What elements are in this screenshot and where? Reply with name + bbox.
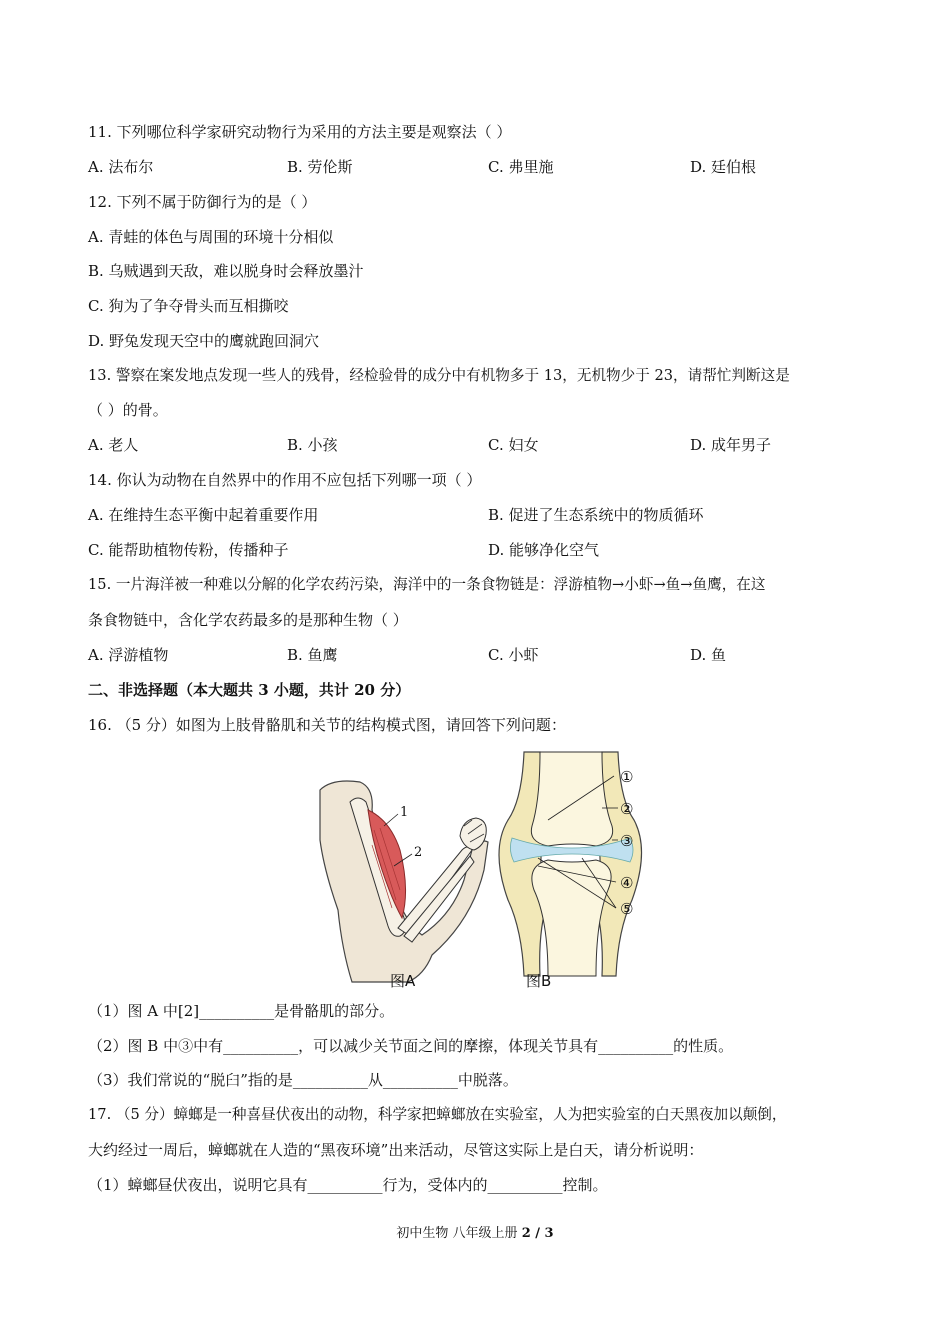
q11-option-c: C. 弗里施 (488, 158, 554, 176)
q15-stem-line2: 条食物链中，含化学农药最多的是那种生物（ ） (88, 611, 408, 629)
q13-option-a: A. 老人 (88, 436, 139, 454)
q13-option-c: C. 妇女 (488, 436, 539, 454)
figure-a-label: 图A (390, 972, 416, 990)
q12-option-c: C. 狗为了争夺骨头而互相撕咬 (88, 297, 289, 315)
q13-stem-line1: 13. 警察在案发地点发现一些人的残骨，经检验骨的成分中有机物多于 13，无机物少于 23，请帮忙判断这是 (88, 367, 790, 384)
figure-a-arm (320, 781, 488, 990)
q11-option-d: D. 廷伯根 (690, 158, 757, 176)
q13-option-b: B. 小孩 (287, 436, 338, 454)
figure-b-mark-1: ① (620, 768, 634, 786)
q17-stem-line2: 大约经过一周后，蟑螂就在人造的“黑夜环境”出来活动，尽管这实际上是白天，请分析说明： (88, 1141, 704, 1159)
q17-stem-line1: 17. （5 分）蟑螂是一种喜昼伏夜出的动物，科学家把蟑螂放在实验室，人为把实验室的白天黑夜加以颠倒， (88, 1106, 787, 1123)
q16-sub1: （1）图 A 中[2]__________是骨骼肌的部分。 (88, 1002, 395, 1020)
figure-b-label: 图B (526, 972, 552, 990)
q15-option-b: B. 鱼鹰 (287, 646, 338, 664)
figure-b-joint (499, 752, 642, 990)
figure-a-mark-2: 2 (414, 845, 423, 860)
q13-option-d: D. 成年男子 (690, 436, 772, 454)
footer-text: 初中生物 八年级上册 (396, 1226, 522, 1241)
q14-option-a: A. 在维持生态平衡中起着重要作用 (88, 506, 319, 524)
figure-a-mark-1: 1 (400, 805, 409, 820)
q12-option-a: A. 青蛙的体色与周围的环境十分相似 (88, 228, 334, 246)
figure-b-mark-3: ③ (620, 832, 634, 850)
section-2-heading: 二、非选择题（本大题共 3 小题，共计 20 分） (88, 681, 411, 699)
q15-option-a: A. 浮游植物 (88, 646, 169, 664)
q16-sub3: （3）我们常说的“脱臼”指的是__________从__________中脱落。 (88, 1071, 518, 1089)
q15-option-c: C. 小虾 (488, 646, 539, 664)
q12-stem: 12. 下列不属于防御行为的是（ ） (88, 193, 317, 211)
q14-option-b: B. 促进了生态系统中的物质循环 (488, 506, 704, 524)
q14-option-c: C. 能帮助植物传粉，传播种子 (88, 541, 289, 559)
q11-option-b: B. 劳伦斯 (287, 158, 353, 176)
q15-option-d: D. 鱼 (690, 646, 727, 664)
q15-stem-line1: 15. 一片海洋被一种难以分解的化学农药污染，海洋中的一条食物链是：浮游植物→小虾→鱼→鱼鹰，在这 (88, 576, 766, 593)
page-number: 2 / 3 (521, 1226, 554, 1241)
q11-stem: 11. 下列哪位科学家研究动物行为采用的方法主要是观察法（ ） (88, 123, 512, 141)
figure-b-mark-4: ④ (620, 874, 634, 892)
q16-sub2: （2）图 B 中③中有__________，可以减少关节面之间的摩擦，体现关节具有__________的性质。 (88, 1037, 734, 1055)
q12-option-b: B. 乌贼遇到天敌，难以脱身时会释放墨汁 (88, 262, 364, 280)
q11-option-a: A. 法布尔 (88, 158, 154, 176)
figure-b-mark-2: ② (620, 800, 634, 818)
page-footer (0, 1225, 950, 1243)
q14-option-d: D. 能够净化空气 (488, 541, 600, 559)
q14-stem: 14. 你认为动物在自然界中的作用不应包括下列哪一项（ ） (88, 471, 482, 489)
figure-b-mark-5: ⑤ (620, 900, 634, 918)
q12-option-d: D. 野兔发现天空中的鹰就跑回洞穴 (88, 332, 320, 350)
q16-stem: 16. （5 分）如图为上肢骨骼肌和关节的结构模式图，请回答下列问题： (88, 716, 566, 734)
q17-sub1: （1）蟑螂昼伏夜出，说明它具有__________行为，受体内的__________控制。 (88, 1176, 608, 1194)
arm-and-joint-diagram (312, 750, 648, 992)
q16-figure (312, 750, 648, 992)
q13-stem-line2: （ ）的骨。 (88, 401, 168, 419)
